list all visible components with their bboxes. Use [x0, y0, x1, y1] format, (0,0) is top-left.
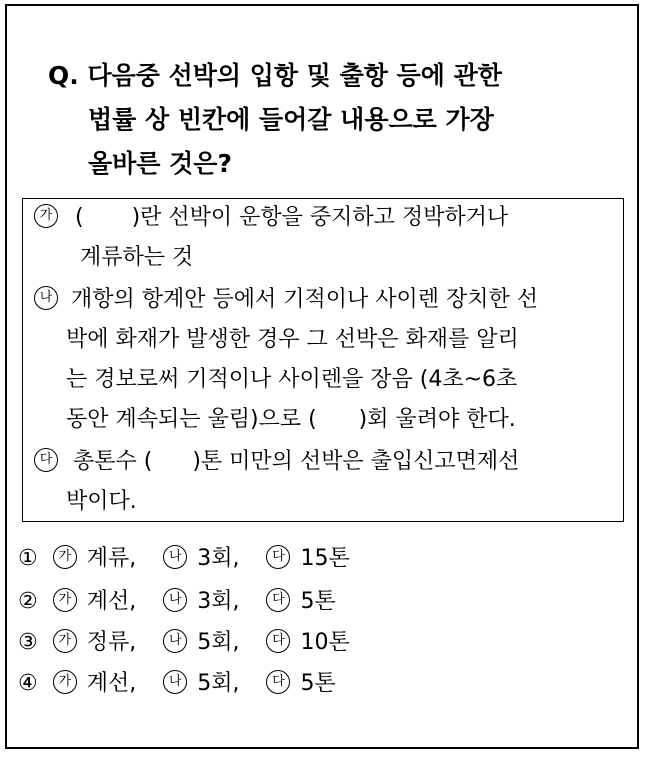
statement-na-line-4	[66, 400, 516, 440]
marker-ga-icon: 가	[53, 545, 77, 569]
marker-na-icon: 나	[163, 670, 187, 694]
option-4-ga: 계선,	[86, 671, 137, 696]
option-1[interactable]	[18, 539, 350, 579]
option-3-da: 10톤	[300, 630, 350, 655]
statement-na-line-3: 는 경보로써 기적이나 사이렌을 장음 (4초~6초	[66, 367, 518, 392]
marker-da-icon: 다	[266, 629, 290, 653]
option-2-na: 3회,	[197, 589, 240, 614]
option-1-da: 15톤	[300, 546, 350, 571]
statement-ga-line-1	[34, 198, 508, 238]
statement-ga-line-2: 계류하는 것	[80, 245, 194, 270]
option-2-ga: 계선,	[86, 589, 137, 614]
option-4-da: 5톤	[300, 671, 336, 696]
option-3[interactable]	[18, 623, 350, 663]
option-2-da: 5톤	[300, 589, 336, 614]
marker-na-icon: 나	[163, 629, 187, 653]
marker-ga-icon: 가	[53, 670, 77, 694]
option-3-number: ③	[18, 630, 38, 655]
question-line-2: 법률 상 빈칸에 들어갈 내용으로 가장	[88, 105, 494, 134]
marker-na-icon: 나	[163, 588, 187, 612]
marker-ga-icon: 가	[34, 204, 58, 228]
statement-da-text-1a: 총톤수 (	[73, 449, 153, 474]
statement-na-line-1	[34, 280, 538, 320]
marker-ga-icon: 가	[53, 588, 77, 612]
option-2[interactable]	[18, 582, 336, 622]
statement-da-line-2: 박이다.	[66, 489, 137, 514]
option-4[interactable]	[18, 664, 336, 704]
option-3-na: 5회,	[197, 630, 240, 655]
option-4-na: 5회,	[197, 671, 240, 696]
option-1-number: ①	[18, 546, 38, 571]
option-3-ga: 정류,	[86, 630, 137, 655]
marker-ga-icon: 가	[53, 629, 77, 653]
statement-na-line-2: 박에 화재가 발생한 경우 그 선박은 화재를 알리	[66, 327, 519, 352]
marker-na-icon: 나	[163, 545, 187, 569]
statement-na-text-4b: )회 울려야 한다.	[358, 407, 516, 432]
marker-na-icon: 나	[34, 286, 58, 310]
option-2-number: ②	[18, 589, 38, 614]
statement-ga-text: )란 선박이 운항을 중지하고 정박하거나	[131, 205, 509, 230]
statement-da-line-1	[34, 442, 519, 482]
statement-ga-paren-open: (	[75, 205, 84, 230]
statement-na-text-1: 개항의 항계안 등에서 기적이나 사이렌 장치한 선	[71, 287, 539, 312]
question-line-1: Q. 다음중 선박의 입항 및 출항 등에 관한	[48, 61, 502, 90]
statement-na-text-4a: 동안 계속되는 울림)으로 (	[66, 407, 317, 432]
marker-da-icon: 다	[266, 545, 290, 569]
marker-da-icon: 다	[266, 670, 290, 694]
option-1-ga: 계류,	[86, 546, 137, 571]
marker-da-icon: 다	[266, 588, 290, 612]
option-4-number: ④	[18, 671, 38, 696]
marker-da-icon: 다	[34, 448, 58, 472]
question-line-3: 올바른 것은?	[88, 149, 232, 178]
statement-da-text-1b: )톤 미만의 선박은 출입신고면제선	[192, 449, 520, 474]
option-1-na: 3회,	[197, 546, 240, 571]
